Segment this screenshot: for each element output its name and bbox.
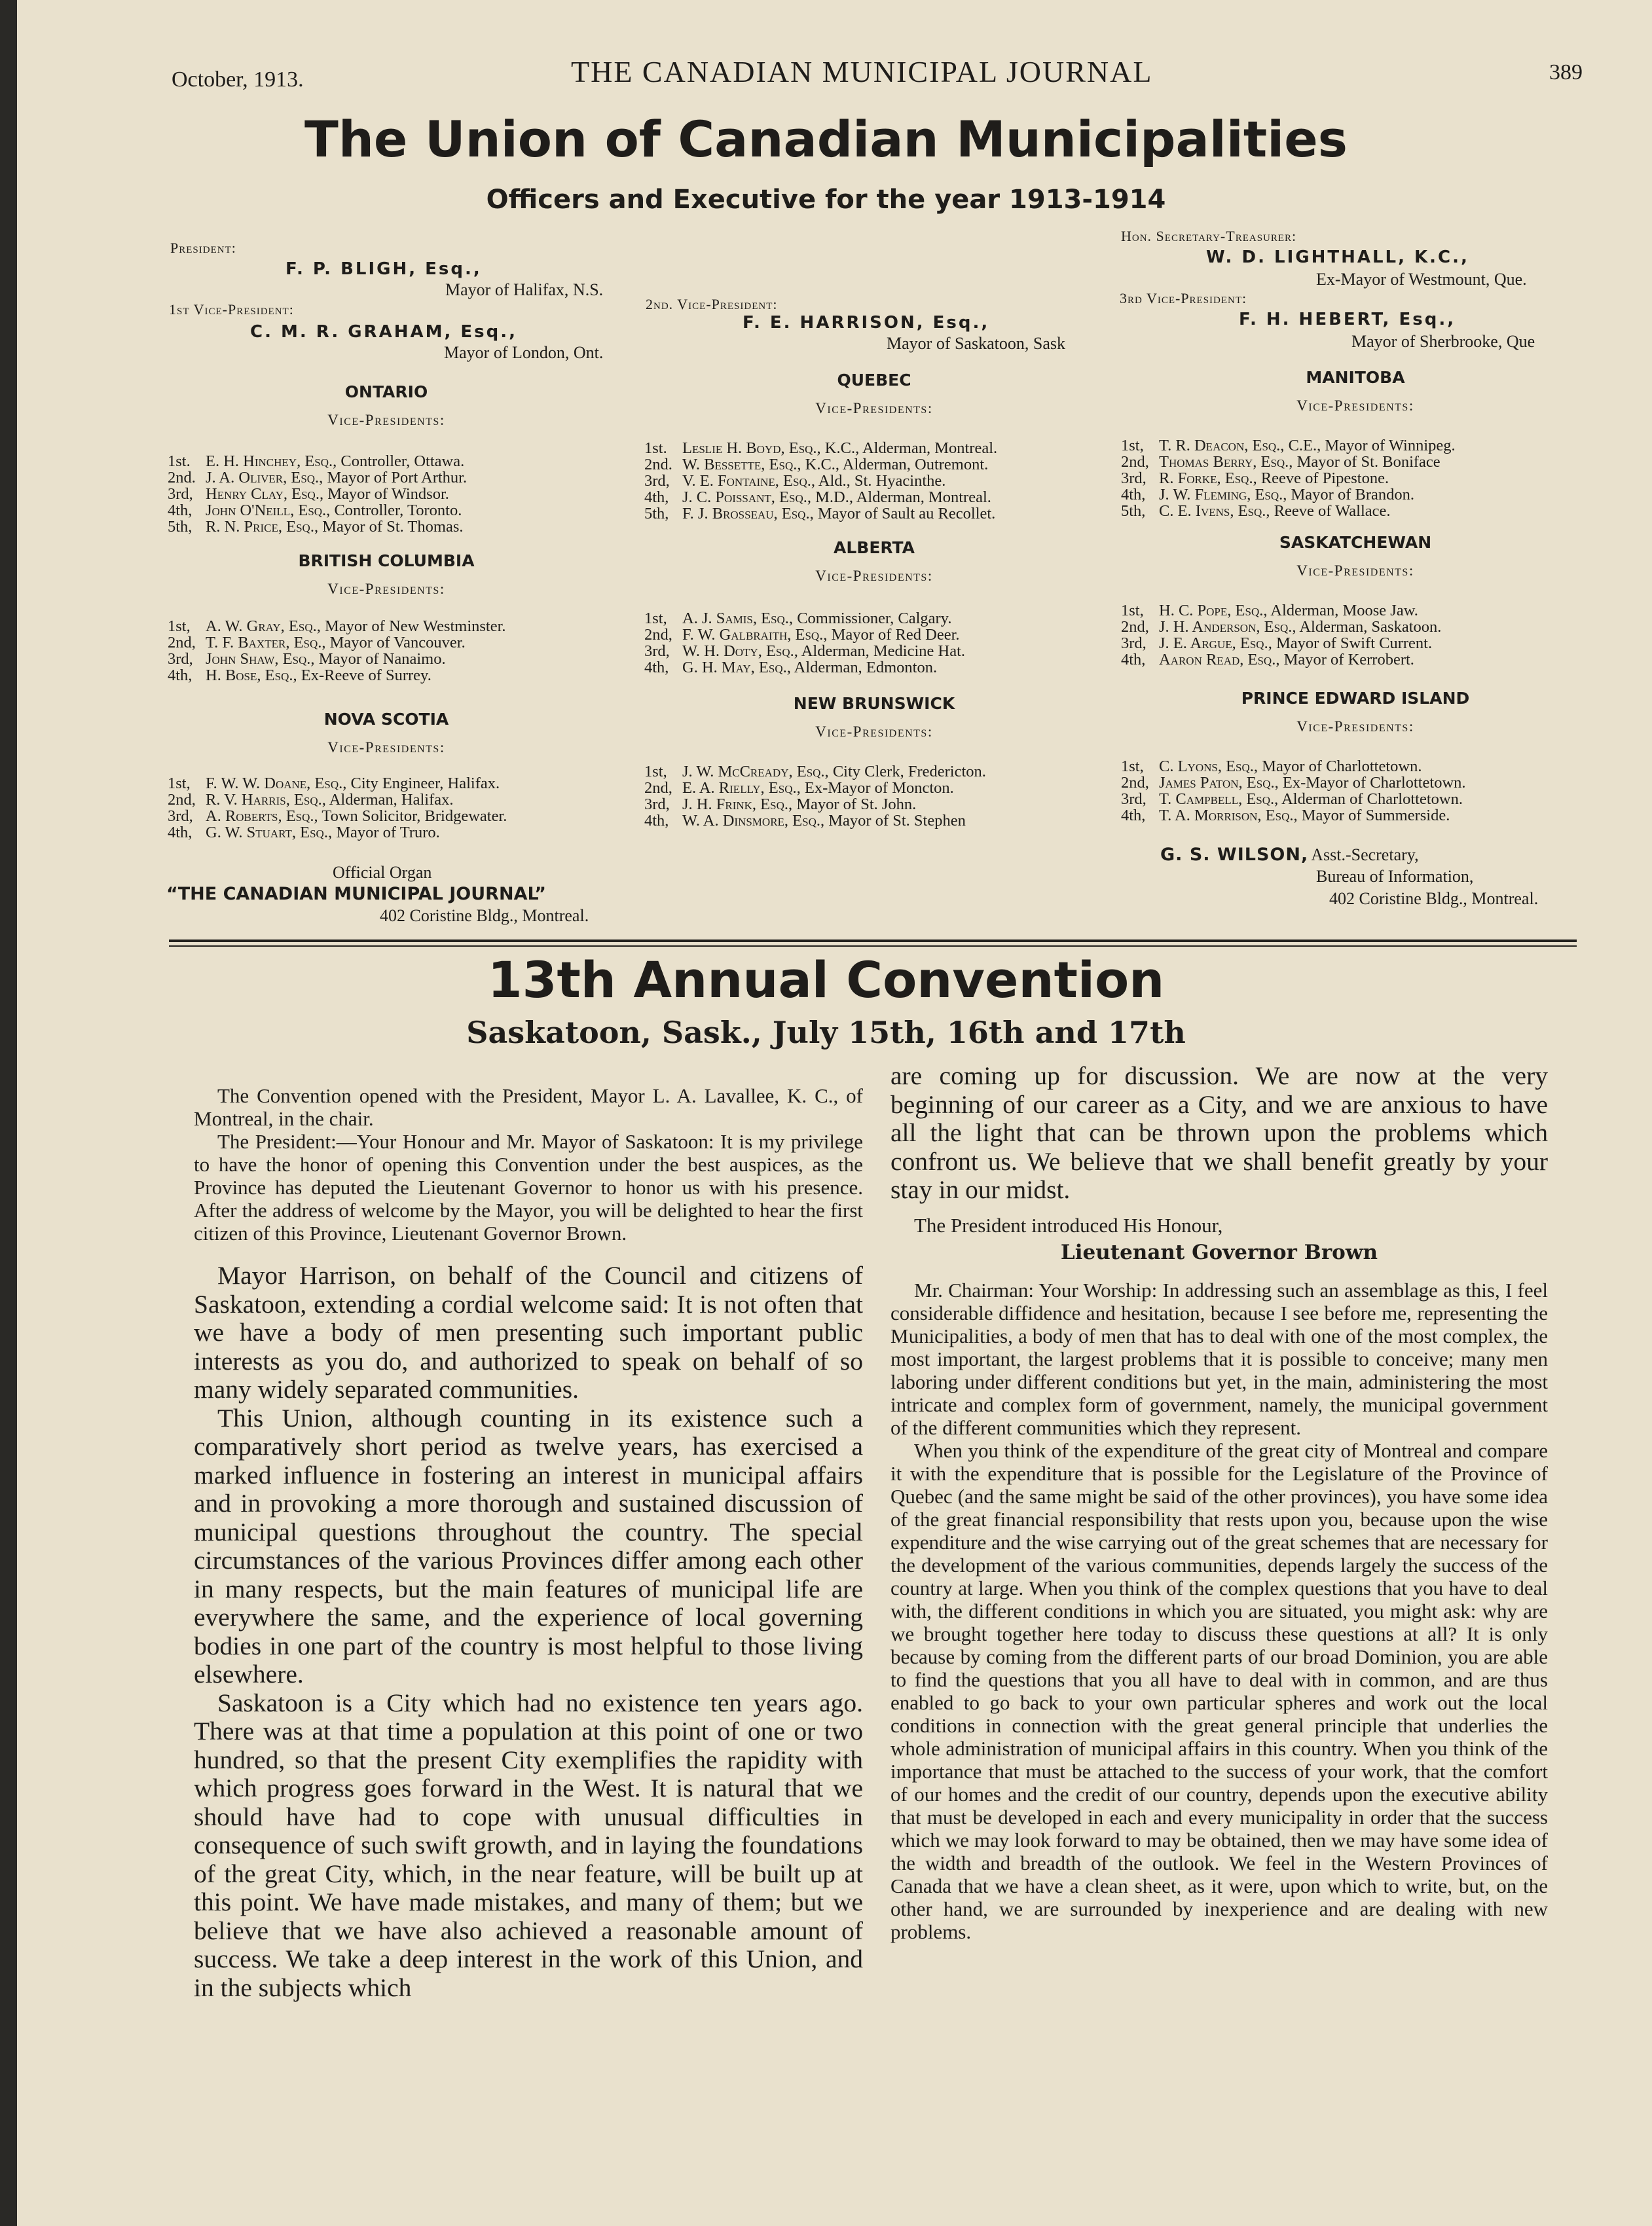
list-item: 3rd, W. H. Doty, Esq., Alderman, Medicine Hat. [644,642,966,660]
secretary-name: W. D. LIGHTHALL, K.C., [1206,247,1469,267]
list-item: 1st, F. W. W. Doane, Esq., City Engineer, Halifax. [168,775,500,792]
list-item: 3rd, J. H. Frink, Esq., Mayor of St. John. [644,795,917,813]
province-name: SASKATCHEWAN [1279,533,1432,552]
vp1-name: C. M. R. GRAHAM, Esq., [250,322,518,342]
list-item: 2nd, R. V. Harris, Esq., Alderman, Halifax. [168,791,454,809]
list-item: 1st, C. Lyons, Esq., Mayor of Charlottetown. [1121,757,1422,775]
list-item: 2nd, F. W. Galbraith, Esq., Mayor of Red Deer. [644,626,960,644]
province-name: NEW BRUNSWICK [793,694,955,713]
vp-label: Vice-Presidents: [815,400,933,416]
left-main-text [194,1262,863,2002]
manitoba-vp-list [1121,437,1456,519]
convention-title: 13th Annual Convention [487,951,1165,1009]
province-name: PRINCE EDWARD ISLAND [1241,689,1470,708]
pei-vp-list [1121,758,1466,824]
province-name: QUEBEC [837,371,911,390]
asst-secretary-line3: 402 Coristine Bldg., Montreal. [1329,889,1539,908]
vp2-detail: Mayor of Saskatoon, Sask [887,334,1065,353]
paragraph: Mayor Harrison, on behalf of the Council and citizens of Saskatoon, extending a cordial welcome said: It is not often that we have a body of men presenting such important public interests as you do, and authorized to speak on behalf of so many widely separated communities. [194,1261,863,1404]
paragraph: When you think of the expenditure of the great city of Montreal and compare it with the expenditure that is possible for the Legislature of the Province of Quebec (and the same might be said of the other provinces), you have some idea of the great financial responsibility that rests upon you, because upon the wise expenditure and the wise carrying out of the great schemes that are necessary for the development of the various communities, depends largely the success of the country at large. When you think of the complex questions that you have to deal with, the different conditions in which you are situated, you might ask: why are we brought together here today to discuss these questions at all? It is only because by coming from the different parts of our broad Dominion, you are able to find the questions that you all have to deal with in common, and are thus enabled to go back to your own particular spheres and work out the local conditions in connection with the great general principle that underlies the whole administration of municipal affairs in this country. When you think of the importance that must be attached to the success of your work, that the comfort of our homes and the credit of our country, depends upon the executive ability that must be developed in each and every municipality in order that the success which we may look forward to may be obtained, then we may have some idea of the width and breadth of the outlook. We feel in the Western Provinces of Canada that we have a clean sheet, as it were, upon which to write, but, on the other hand, we are surrounded by inexperience and are dealing with new problems. [890,1438,1548,1943]
list-item: 3rd, J. E. Argue, Esq., Mayor of Swift Current. [1121,634,1433,652]
list-item: 3rd, Henry Clay, Esq., Mayor of Windsor. [168,485,449,503]
province-name: NOVA SCOTIA [323,710,449,729]
asst-secretary-role: Asst.-Secretary, [1311,845,1419,864]
list-item: 1st, J. W. McCready, Esq., City Clerk, Fredericton. [644,763,986,780]
asst-secretary-line1 [1160,845,1419,865]
province-section-manitoba [1113,368,1598,414]
header-date: October, 1913. [172,67,304,92]
ns-vp-list [168,775,507,841]
vp-label: Vice-Presidents: [815,568,933,584]
president-detail: Mayor of Halifax, N.S. [445,280,604,299]
list-item: 4th, H. Bose, Esq., Ex-Reeve of Surrey. [168,666,431,684]
vp-label: Vice-Presidents: [1296,718,1414,735]
paragraph: The Convention opened with the President, Mayor L. A. Lavallee, K. C., of Montreal, in the chair. [194,1084,863,1130]
province-section-alberta [622,538,1126,585]
list-item: 2nd. J. A. Oliver, Esq., Mayor of Port Arthur. [168,469,468,486]
vp-label: Vice-Presidents: [1296,562,1414,579]
paragraph: Saskatoon is a City which had no existence ten years ago. There was at that time a population at this point of one or two hundred, so that the present City exemplifies the rapidity with which progress goes forward in the West. It is natural that we should have had to cope with unusual difficulties in consequence of such swift growth, and in laying the foundations of the great City, which, in the near feature, will be built up at this point. We have made mistakes, and many of them; but we believe that we have also achieved a reasonable amount of success. We take a deep interest in the work of this Union, and in the subjects which [194,1688,863,2002]
vp-label: Vice-Presidents: [327,412,445,428]
list-item: 1st, H. C. Pope, Esq., Alderman, Moose Jaw. [1121,602,1418,619]
secretary-detail: Ex-Mayor of Westmount, Que. [1316,270,1527,289]
right-continuation-text: are coming up for discussion. We are now at the very beginning of our career as a City, and we are anxious to have all the light that can be thrown upon the problems which confront us. We believe that we shall benefit greatly by your stay in our midst. [890,1061,1548,1204]
vp1-role: 1st Vice-President: [169,301,294,318]
list-item: 5th, F. J. Brosseau, Esq., Mayor of Sault au Recollet. [644,505,996,522]
province-section-ns [164,710,609,756]
section-divider-thin [169,945,1577,947]
vp3-name: F. H. HEBERT, Esq., [1239,310,1456,329]
list-item: 2nd, James Paton, Esq., Ex-Mayor of Charlottetown. [1121,774,1466,792]
secretary-role: Hon. Secretary-Treasurer: [1121,228,1297,244]
list-item: 3rd, A. Roberts, Esq., Town Solicitor, Bridgewater. [168,807,507,825]
union-title: The Union of Canadian Municipalities [304,110,1348,168]
list-item: 3rd, V. E. Fontaine, Esq., Ald., St. Hyacinthe. [644,472,946,490]
list-item: 4th, J. C. Poissant, Esq., M.D., Alderman, Montreal. [644,488,991,506]
paragraph: This Union, although counting in its existence such a comparatively short period as twelve years, has exercised a marked influence in fostering an interest in municipal affairs and in provoking a more thorough and sustained discussion of municipal questions throughout the country. The special circumstances of the various Provinces differ among each other in many respects, but the main features of municipal life are everywhere the same, and the experience of local governing bodies in one part of the country is most helpful to those living elsewhere. [194,1403,863,1688]
union-subtitle: Officers and Executive for the year 1913-1914 [486,185,1166,215]
list-item: 3rd, John Shaw, Esq., Mayor of Nanaimo. [168,650,446,668]
list-item: 2nd. W. Bessette, Esq., K.C., Alderman, Outremont. [644,456,989,473]
list-item: 4th, G. H. May, Esq., Alderman, Edmonton. [644,659,938,676]
list-item: 1st, A. J. Samis, Esq., Commissioner, Calgary. [644,610,952,627]
left-intro-text [194,1084,863,1245]
province-name: MANITOBA [1306,368,1405,387]
vp-label: Vice-Presidents: [815,723,933,740]
president-name: F. P. BLIGH, Esq., [285,259,482,279]
nb-vp-list [644,763,986,829]
asst-secretary-name: G. S. WILSON, [1160,845,1309,865]
list-item: 1st. E. H. Hinchey, Esq., Controller, Ottawa. [168,452,465,470]
sask-vp-list [1121,602,1441,668]
alberta-vp-list [644,610,965,676]
list-item: 4th, G. W. Stuart, Esq., Mayor of Truro. [168,824,440,841]
province-name: ALBERTA [834,538,915,557]
list-item: 3rd, T. Campbell, Esq., Alderman of Charlottetown. [1121,790,1463,808]
list-item: 2nd, T. F. Baxter, Esq., Mayor of Vancouver. [168,634,466,651]
province-section-bc [164,551,609,598]
speech-text [890,1279,1548,1943]
list-item: 4th, W. A. Dinsmore, Esq., Mayor of St. Stephen [644,812,966,830]
list-item: 4th, John O'Neill, Esq., Controller, Toronto. [168,502,462,519]
province-section-nb [622,694,1126,740]
quebec-vp-list [644,440,997,522]
province-section-pei [1113,689,1598,735]
convention-subtitle: Saskatoon, Sask., July 15th, 16th and 17th [466,1015,1186,1050]
paragraph: Mr. Chairman: Your Worship: In addressing such an assemblage as this, I feel considerable diffidence and hesitation, because I see before me, representing the Municipalities, a body of men that has to deal with one of the most complex, the most important, the largest problems that it is possible to conceive; many men laboring under different conditions but yet, in the main, administering the most intricate and complex form of government, namely, the municipal government of the different communities which they represent. [890,1278,1548,1439]
list-item: 4th, Aaron Read, Esq., Mayor of Kerrobert. [1121,651,1414,668]
intro-line: The President introduced His Honour, [914,1213,1223,1237]
header-journal-title: THE CANADIAN MUNICIPAL JOURNAL [571,55,1153,88]
official-organ-name: “THE CANADIAN MUNICIPAL JOURNAL” [166,884,546,904]
list-item: 1st, T. R. Deacon, Esq., C.E., Mayor of Winnipeg. [1121,437,1456,454]
vp2-role: 2nd. Vice-President: [646,296,778,312]
asst-secretary-line2: Bureau of Information, [1316,867,1474,886]
list-item: 5th, R. N. Price, Esq., Mayor of St. Thomas. [168,518,464,536]
vp1-detail: Mayor of London, Ont. [444,343,604,362]
list-item: 3rd, R. Forke, Esq., Reeve of Pipestone. [1121,469,1389,487]
ontario-vp-list [168,453,467,535]
list-item: 2nd, J. H. Anderson, Esq., Alderman, Saskatoon. [1121,618,1442,636]
vp3-role: 3rd Vice-President: [1120,290,1247,306]
vp-label: Vice-Presidents: [1296,397,1414,414]
header-page-number: 389 [1549,60,1583,84]
right-column [890,1062,1548,1943]
list-item: 1st. Leslie H. Boyd, Esq., K.C., Alderman, Montreal. [644,439,998,457]
page-gutter [0,0,17,2226]
province-name: BRITISH COLUMBIA [298,551,475,570]
list-item: 1st, A. W. Gray, Esq., Mayor of New Westminster. [168,617,506,635]
province-name: ONTARIO [344,382,428,401]
left-column [194,1084,863,2002]
vp3-detail: Mayor of Sherbrooke, Que [1351,332,1535,351]
list-item: 2nd, Thomas Berry, Esq., Mayor of St. Boniface [1121,453,1441,471]
list-item: 2nd, E. A. Rielly, Esq., Ex-Mayor of Moncton. [644,779,954,797]
section-divider-thick [169,940,1577,942]
speaker-heading: Lieutenant Governor Brown [1060,1240,1378,1264]
official-organ-address: 402 Coristine Bldg., Montreal. [380,906,589,925]
vp2-name: F. E. HARRISON, Esq., [743,313,990,333]
list-item: 5th, C. E. Ivens, Esq., Reeve of Wallace. [1121,502,1391,520]
bc-vp-list [168,618,506,684]
province-section-ontario [164,382,609,429]
paragraph: The President:—Your Honour and Mr. Mayor of Saskatoon: It is my privilege to have the honor of opening this Convention under the best auspices, as the Province has deputed the Lieutenant Governor to honor us with his presence. After the address of welcome by the Mayor, you will be delighted to hear the first citizen of this Province, Lieutenant Governor Brown. [194,1130,863,1245]
president-role: President: [170,240,236,256]
province-section-sask [1113,533,1598,579]
list-item: 4th, J. W. Fleming, Esq., Mayor of Brandon. [1121,486,1414,503]
vp-label: Vice-Presidents: [327,739,445,756]
official-organ-label: Official Organ [333,863,432,882]
vp-label: Vice-Presidents: [327,581,445,597]
list-item: 4th, T. A. Morrison, Esq., Mayor of Summerside. [1121,807,1450,824]
province-section-quebec [622,371,1126,417]
